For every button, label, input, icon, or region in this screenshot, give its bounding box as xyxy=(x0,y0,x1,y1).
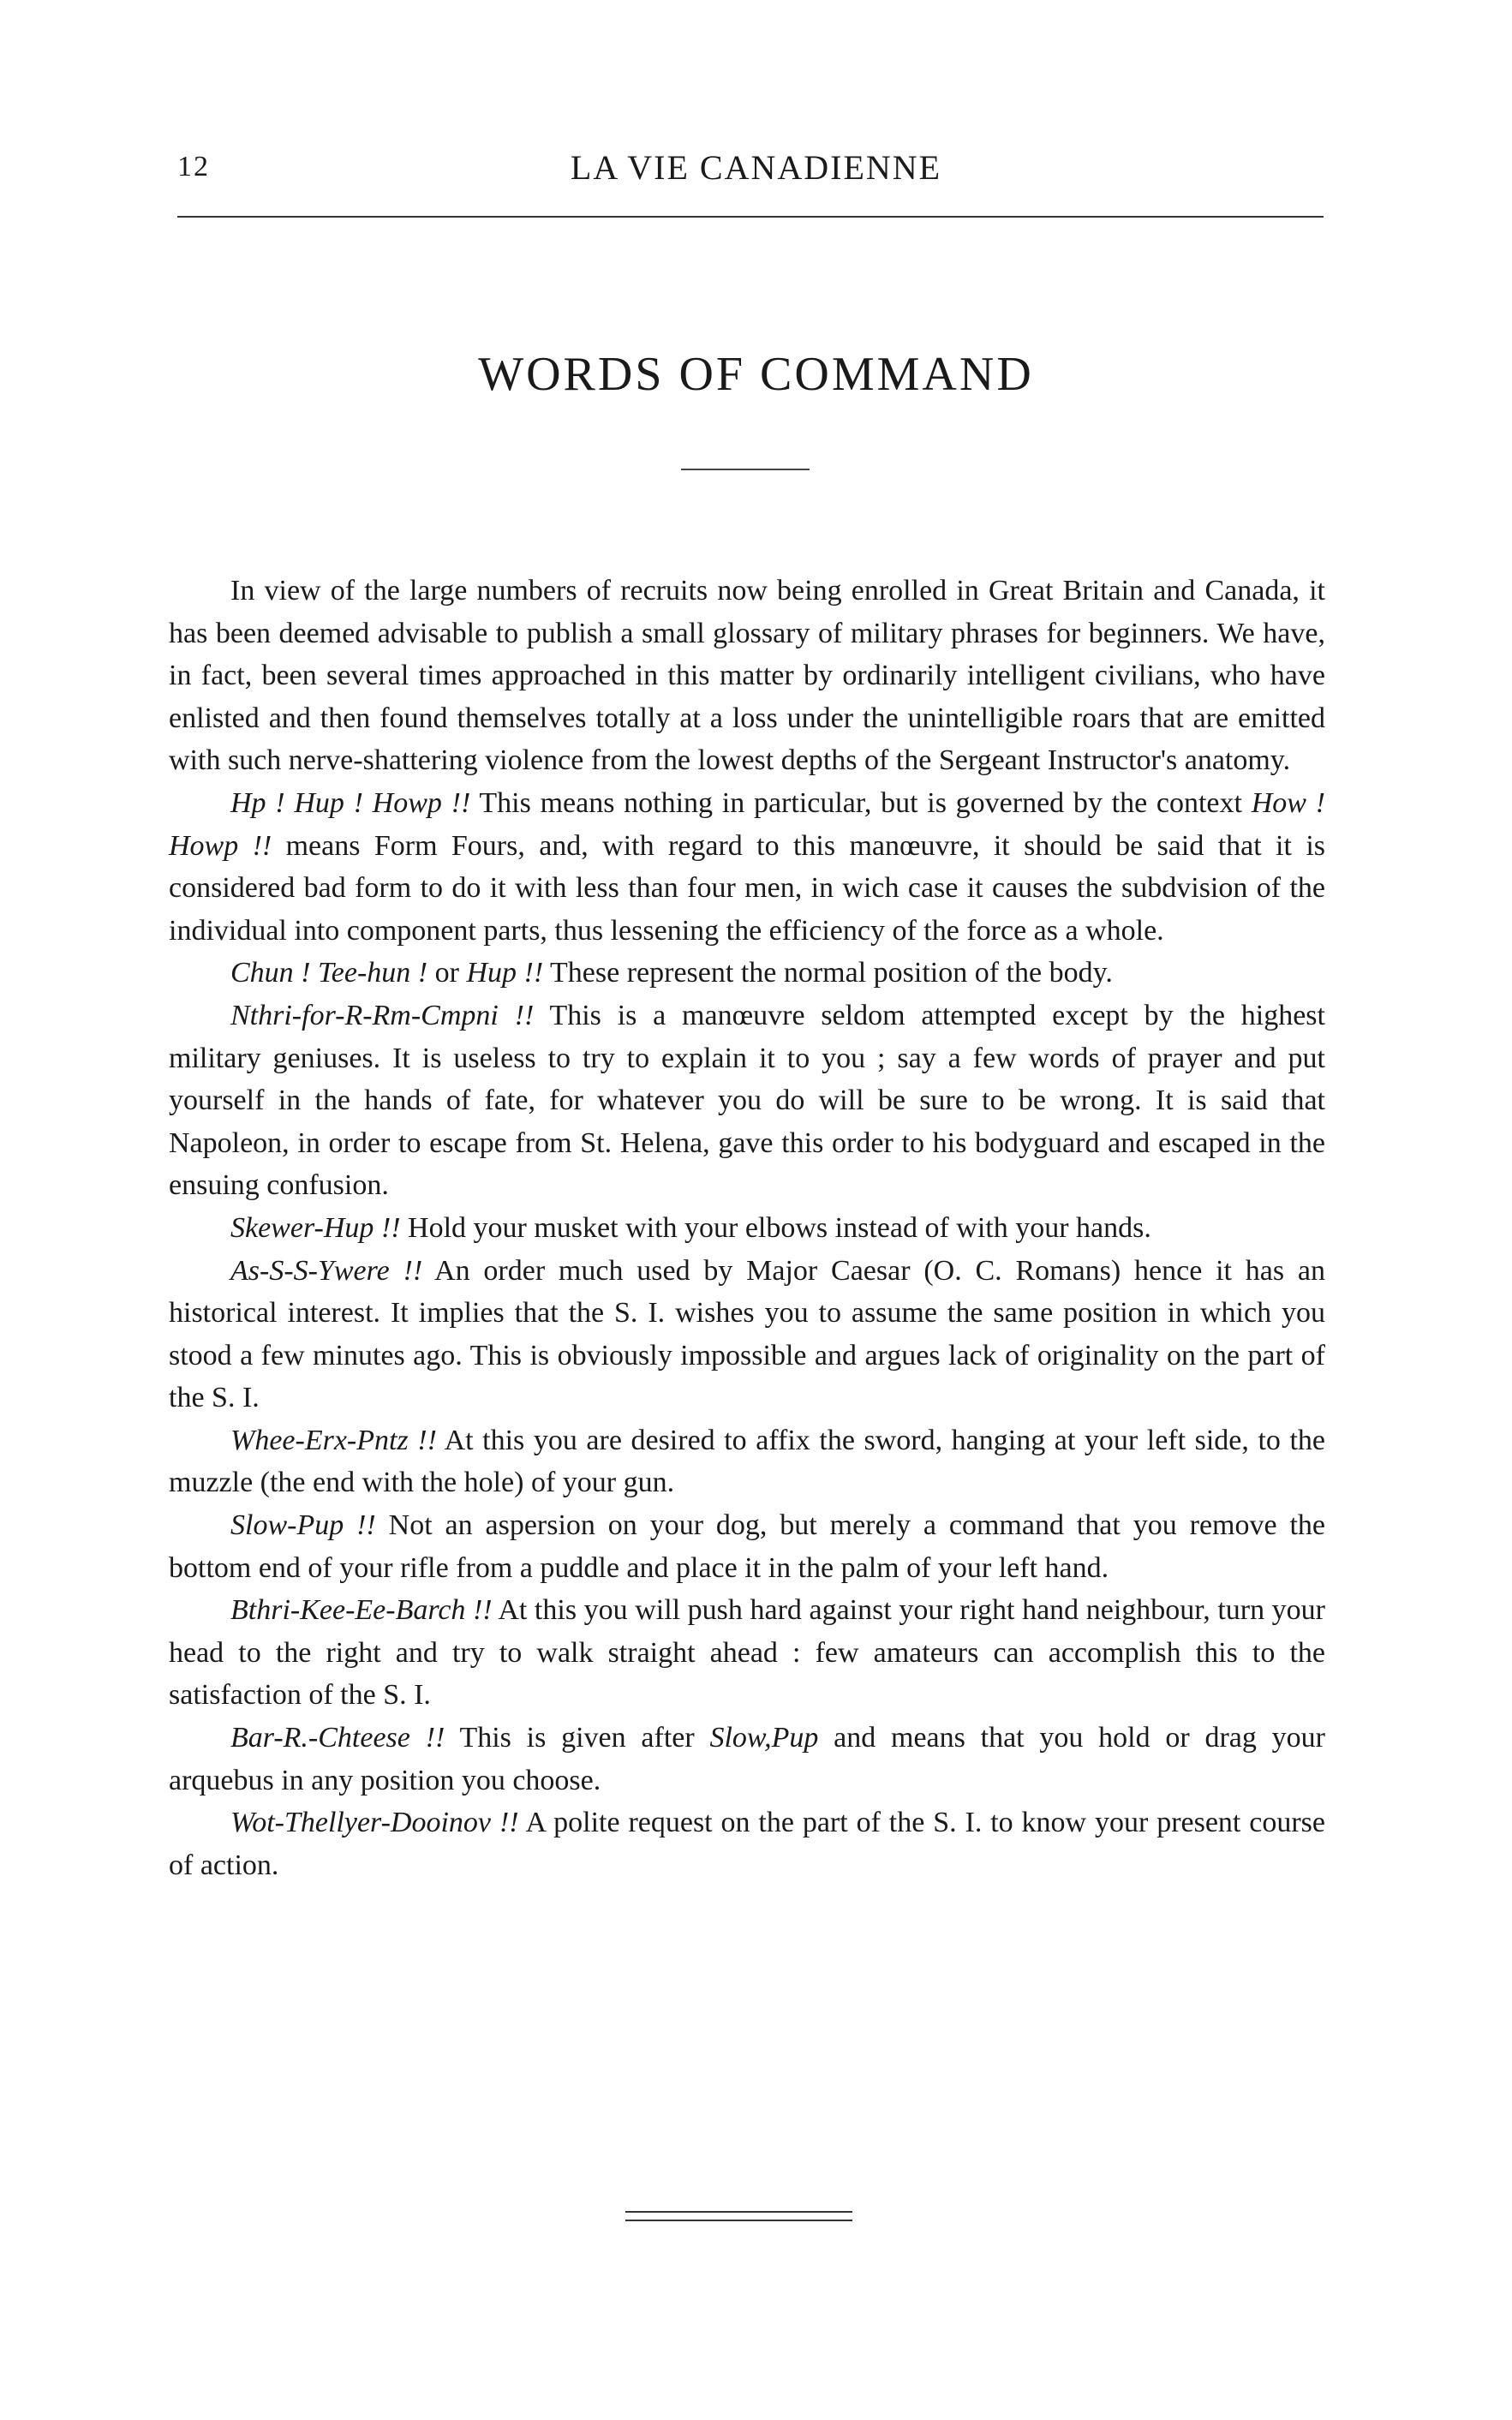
glossary-entry xyxy=(169,1250,1325,1419)
entry-text: or xyxy=(427,957,467,989)
entry-text: This is given after xyxy=(445,1722,710,1754)
command-term: Bar-R.-Chteese !! xyxy=(230,1722,445,1754)
end-rule-bottom xyxy=(625,2220,852,2221)
glossary-entry xyxy=(169,1207,1325,1250)
article-title: WORDS OF COMMAND xyxy=(478,348,1034,401)
entry-text: This is a manœuvre seldom attempted except by the highest military geniuses. It is useless to try to explain it to you ; say a few words of prayer and put yourself in the hands of fate, for whatever you do will be sure to be wrong. It is said that Napoleon, in order to escape from St. Helena, gave this order to his bodyguard and escaped in the ensuing confusion. xyxy=(169,999,1325,1202)
command-term: As-S-S-Ywere !! xyxy=(230,1254,423,1287)
command-term: Bthri-Kee-Ee-Barch !! xyxy=(230,1594,493,1627)
entry-text: Hold your musket with your elbows instead of with your hands. xyxy=(400,1211,1151,1244)
entry-text: At this you will push hard against your right hand neighbour, turn your head to the right and try to walk straight ahead : few amateurs can accomplish this to the satisfaction of the S. I. xyxy=(169,1594,1325,1712)
glossary-entry xyxy=(169,1589,1325,1717)
entry-text: Not an aspersion on your dog, but merely a command that you remove the bottom end of your rifle from a puddle and place it in the palm of your left hand. xyxy=(169,1509,1325,1584)
entry-text: At this you are desired to affix the sword, hanging at your left side, to the muzzle (the end with the hole) of your gun. xyxy=(169,1424,1325,1499)
article-body xyxy=(169,570,1325,1886)
end-rule-top xyxy=(625,2211,852,2213)
entry-text: A polite request on the part of the S. I. to know your present course of action. xyxy=(169,1807,1326,1881)
glossary-entry xyxy=(169,995,1325,1207)
running-head: LA VIE CANADIENNE xyxy=(570,148,942,187)
glossary-entry xyxy=(169,1802,1325,1886)
command-term: Wot-Thellyer-Dooinov !! xyxy=(230,1807,519,1839)
entry-text: means Form Fours, and, with regard to this manœuvre, it should be said that it is considered bad form to do it with less than four men, in wich case it causes the subdvision of the individual into component parts, thus lessening the efficiency of the force as a whole. xyxy=(169,829,1325,947)
command-term: Slow,Pup xyxy=(709,1722,819,1754)
command-term: Nthri-for-R-Rm-Cmpni !! xyxy=(230,999,535,1031)
entry-text: and means that you hold or drag your arquebus in any position you choose. xyxy=(169,1722,1325,1796)
command-term: Hup !! xyxy=(466,957,544,989)
command-term: Slow-Pup !! xyxy=(230,1509,376,1542)
header-rule xyxy=(177,216,1324,218)
command-term: Whee-Erx-Pntz !! xyxy=(230,1424,437,1456)
glossary-entry xyxy=(169,952,1325,995)
glossary-entry xyxy=(169,1717,1325,1802)
entry-text: An order much used by Major Caesar (O. C. Romans) hence it has an historical interest. It implies that the S. I. wishes you to assume the same position in which you stood a few minutes ago. This is obviously impossible and argues lack of originality on the part of the S. I. xyxy=(169,1254,1325,1414)
command-term: How ! Howp !! xyxy=(169,786,1325,862)
command-term: Chun ! Tee-hun ! xyxy=(230,957,428,989)
title-rule xyxy=(681,469,810,470)
glossary-entry xyxy=(169,1419,1325,1504)
entry-text: These represent the normal position of the body. xyxy=(543,957,1113,989)
intro-paragraph: In view of the large numbers of recruits now being enrolled in Great Britain and Canada, it has been deemed advisable to publish a small glossary of military phrases for beginners. We have, in fact, been several times approached in this matter by ordinarily intelligent civilians, who have enlisted and then found themselves totally at a loss under the unintelligible roars that are emitted with such nerve-shattering violence from the lowest depths of the Sergeant Instructor's anatomy. xyxy=(169,575,1325,777)
command-term: Hp ! Hup ! Howp !! xyxy=(230,786,471,819)
glossary-entry xyxy=(169,782,1325,952)
command-term: Skewer-Hup !! xyxy=(230,1211,401,1244)
page-number: 12 xyxy=(177,151,210,182)
entry-text: This means nothing in particular, but is governed by the context xyxy=(470,786,1252,819)
glossary-entry xyxy=(169,1504,1325,1589)
